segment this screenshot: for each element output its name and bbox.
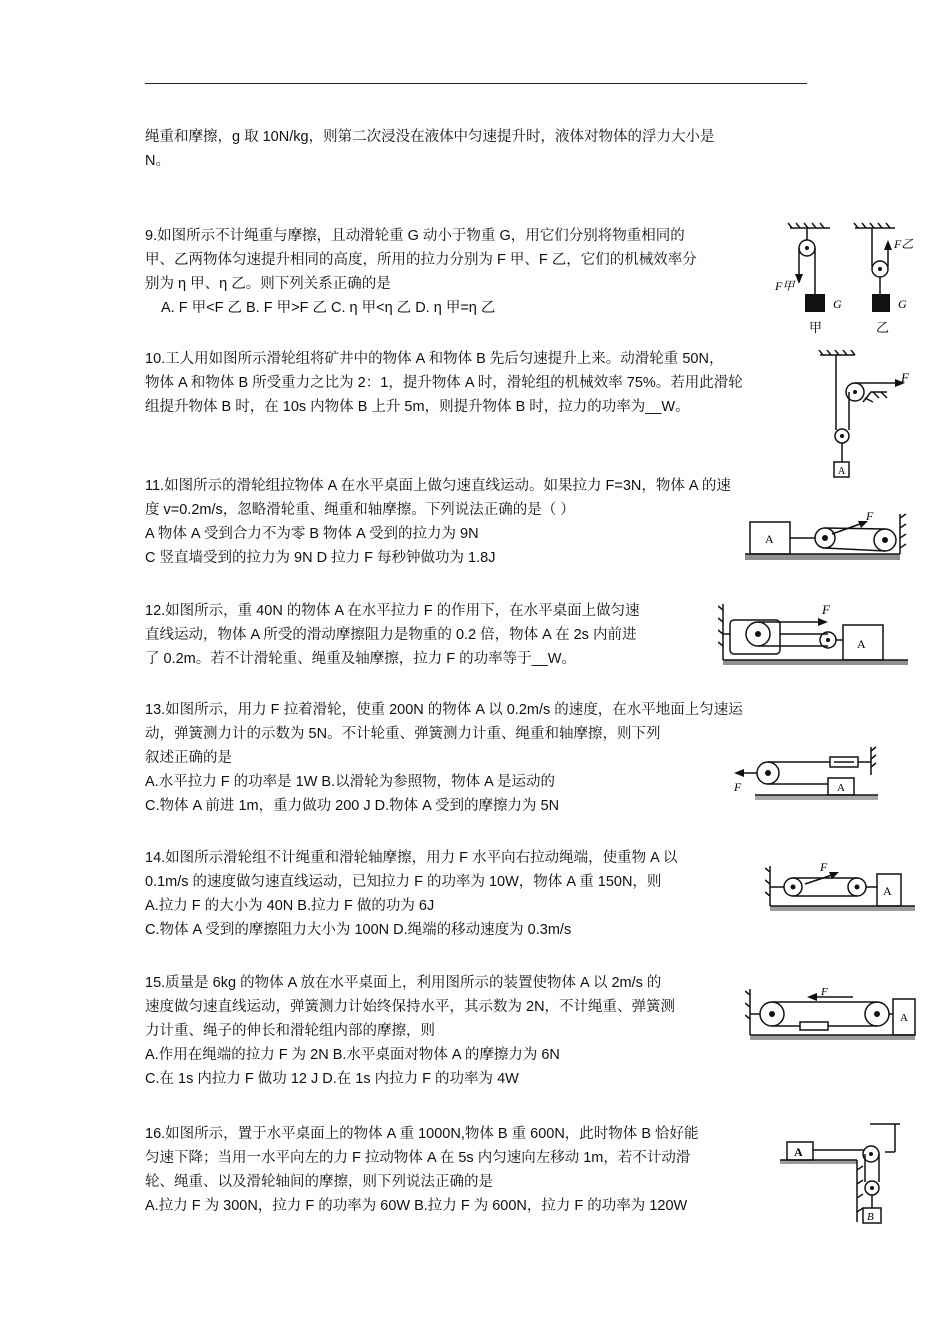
question-line: 14.如图所示滑轮组不计绳重和滑轮轴摩擦，用力 F 水平向右拉动绳端，使重物 A 以 xyxy=(145,850,678,866)
question-line: 叙述正确的是 xyxy=(145,750,232,766)
question-line: C.在 1s 内拉力 F 做功 12 J D.在 1s 内拉力 F 的功率为 4W xyxy=(145,1071,519,1087)
question-line: A.拉力 F 为 300N，拉力 F 的功率为 60W B.拉力 F 为 600N，拉力 F 的功率为 120W xyxy=(145,1198,688,1214)
force-label: F甲 xyxy=(775,279,795,293)
question-line: 力计重、绳子的伸长和滑轮组内部的摩擦，则 xyxy=(145,1023,435,1039)
question-line: 0.1m/s 的速度做匀速直线运动，已知拉力 F 的功率为 10W，物体 A 重 150N，则 xyxy=(145,874,662,890)
figure-caption: 乙 xyxy=(876,320,890,335)
question-12 xyxy=(145,599,640,671)
question-line: 轮、绳重、以及滑轮轴间的摩擦，则下列说法正确的是 xyxy=(145,1174,493,1190)
object-label: A xyxy=(857,637,866,651)
question-14 xyxy=(145,846,678,942)
question-line: 匀速下降；当用一水平向左的力 F 拉动物体 A 在 5s 内匀速向左移动 1m，若不计动滑 xyxy=(145,1150,691,1166)
q11-figure xyxy=(740,508,910,568)
question-line: 9.如图所示不计绳重与摩擦，且动滑轮重 G 动小于物重 G，用它们分别将物重相同的 xyxy=(145,228,685,244)
question-line: A.水平拉力 F 的功率是 1W B.以滑轮为参照物，物体 A 是运动的 xyxy=(145,774,556,790)
question-line: 组提升物体 B 时，在 10s 内物体 B 上升 5m，则提升物体 B 时，拉力的功率为__W。 xyxy=(145,399,690,415)
force-label: F乙 xyxy=(894,237,914,251)
object-label: A xyxy=(837,782,845,794)
question-line: 了 0.2m。若不计滑轮重、绳重及轴摩擦，拉力 F 的功率等于__W。 xyxy=(145,651,576,667)
question-line: 物体 A 和物体 B 所受重力之比为 2：1，提升物体 A 时，滑轮组的机械效率 75%。若用此滑轮 xyxy=(145,375,743,391)
question-options: A. F 甲<F 乙 B. F 甲>F 乙 C. η 甲<η 乙 D. η 甲=η 乙 xyxy=(161,300,496,316)
force-label: F xyxy=(734,780,742,794)
object-label: A xyxy=(765,532,774,546)
question-line: 10.工人用如图所示滑轮组将矿井中的物体 A 和物体 B 先后匀速提升上来。动滑轮重 50N， xyxy=(145,351,724,367)
question-line: 16.如图所示，置于水平桌面上的物体 A 重 1000N,物体 B 重 600N，此时物体 B 恰好能 xyxy=(145,1126,699,1142)
object-label: B xyxy=(867,1211,874,1223)
question-line: C.物体 A 受到的摩擦阻力大小为 100N D.绳端的移动速度为 0.3m/s xyxy=(145,922,572,938)
q14-figure xyxy=(765,860,925,915)
question-line: 12.如图所示，重 40N 的物体 A 在水平拉力 F 的作用下，在水平桌面上做匀速 xyxy=(145,603,640,619)
intro-line: 绳重和摩擦，g 取 10N/kg，则第二次浸没在液体中匀速提升时，液体对物体的浮力大小是 xyxy=(145,129,715,145)
q16-figure xyxy=(775,1122,910,1227)
weight-label: G xyxy=(833,297,842,311)
q10-figure xyxy=(815,350,915,485)
weight-label: G xyxy=(898,297,907,311)
q13-figure xyxy=(730,745,880,803)
question-13 xyxy=(145,698,743,818)
q15-figure xyxy=(745,985,920,1045)
question-line: 速度做匀速直线运动，弹簧测力计始终保持水平，其示数为 2N，不计绳重、弹簧测 xyxy=(145,999,676,1015)
question-line: C 竖直墙受到的拉力为 9N D 拉力 F 每秒钟做功为 1.8J xyxy=(145,550,496,566)
question-line: 直线运动，物体 A 所受的滑动摩擦阻力是物重的 0.2 倍，物体 A 在 2s 内前进 xyxy=(145,627,637,643)
question-line: 别为 η 甲、η 乙。则下列关系正确的是 xyxy=(145,276,391,292)
question-9 xyxy=(145,224,697,320)
object-label: A xyxy=(838,466,846,477)
q12-figure xyxy=(718,600,913,668)
figure-caption: 甲 xyxy=(809,320,823,335)
force-label: F xyxy=(820,860,828,874)
question-line: 11.如图所示的滑轮组拉物体 A 在水平桌面上做匀速直线运动。如果拉力 F=3N，物体 A 的速 xyxy=(145,478,731,494)
force-label: F xyxy=(822,602,830,617)
force-label: F xyxy=(901,370,909,385)
question-line: 15.质量是 6kg 的物体 A 放在水平桌面上，利用图所示的装置使物体 A 以 2m/s 的 xyxy=(145,975,662,991)
force-label: F xyxy=(821,986,828,998)
question-11 xyxy=(145,474,731,570)
question-line: A 物体 A 受到合力不为零 B 物体 A 受到的拉力为 9N xyxy=(145,526,479,542)
question-10 xyxy=(145,347,743,419)
object-label: A xyxy=(794,1145,803,1159)
question-line: 动，弹簧测力计的示数为 5N。不计轮重、弹簧测力计重、绳重和轴摩擦，则下列 xyxy=(145,726,661,742)
intro-line: N。 xyxy=(145,153,170,169)
header-rule xyxy=(145,83,807,84)
object-label: A xyxy=(900,1012,908,1024)
question-line: C.物体 A 前进 1m，重力做功 200 J D.物体 A 受到的摩擦力为 5N xyxy=(145,798,560,814)
question-16 xyxy=(145,1122,699,1218)
question-15 xyxy=(145,971,675,1091)
question-line: 度 v=0.2m/s，忽略滑轮重、绳重和轴摩擦。下列说法正确的是（ ） xyxy=(145,502,575,518)
q9-figure xyxy=(770,222,925,337)
question-line: 甲、乙两物体匀速提升相同的高度，所用的拉力分别为 F 甲、F 乙，它们的机械效率分 xyxy=(145,252,697,268)
question-line: A.作用在绳端的拉力 F 为 2N B.水平桌面对物体 A 的摩擦力为 6N xyxy=(145,1047,560,1063)
force-label: F xyxy=(866,509,874,523)
object-label: A xyxy=(883,884,892,898)
question-line: 13.如图所示，用力 F 拉着滑轮，使重 200N 的物体 A 以 0.2m/s 的速度，在水平地面上匀速运 xyxy=(145,702,743,718)
question-line: A.拉力 F 的大小为 40N B.拉力 F 做的功为 6J xyxy=(145,898,435,914)
intro-text xyxy=(145,125,715,173)
